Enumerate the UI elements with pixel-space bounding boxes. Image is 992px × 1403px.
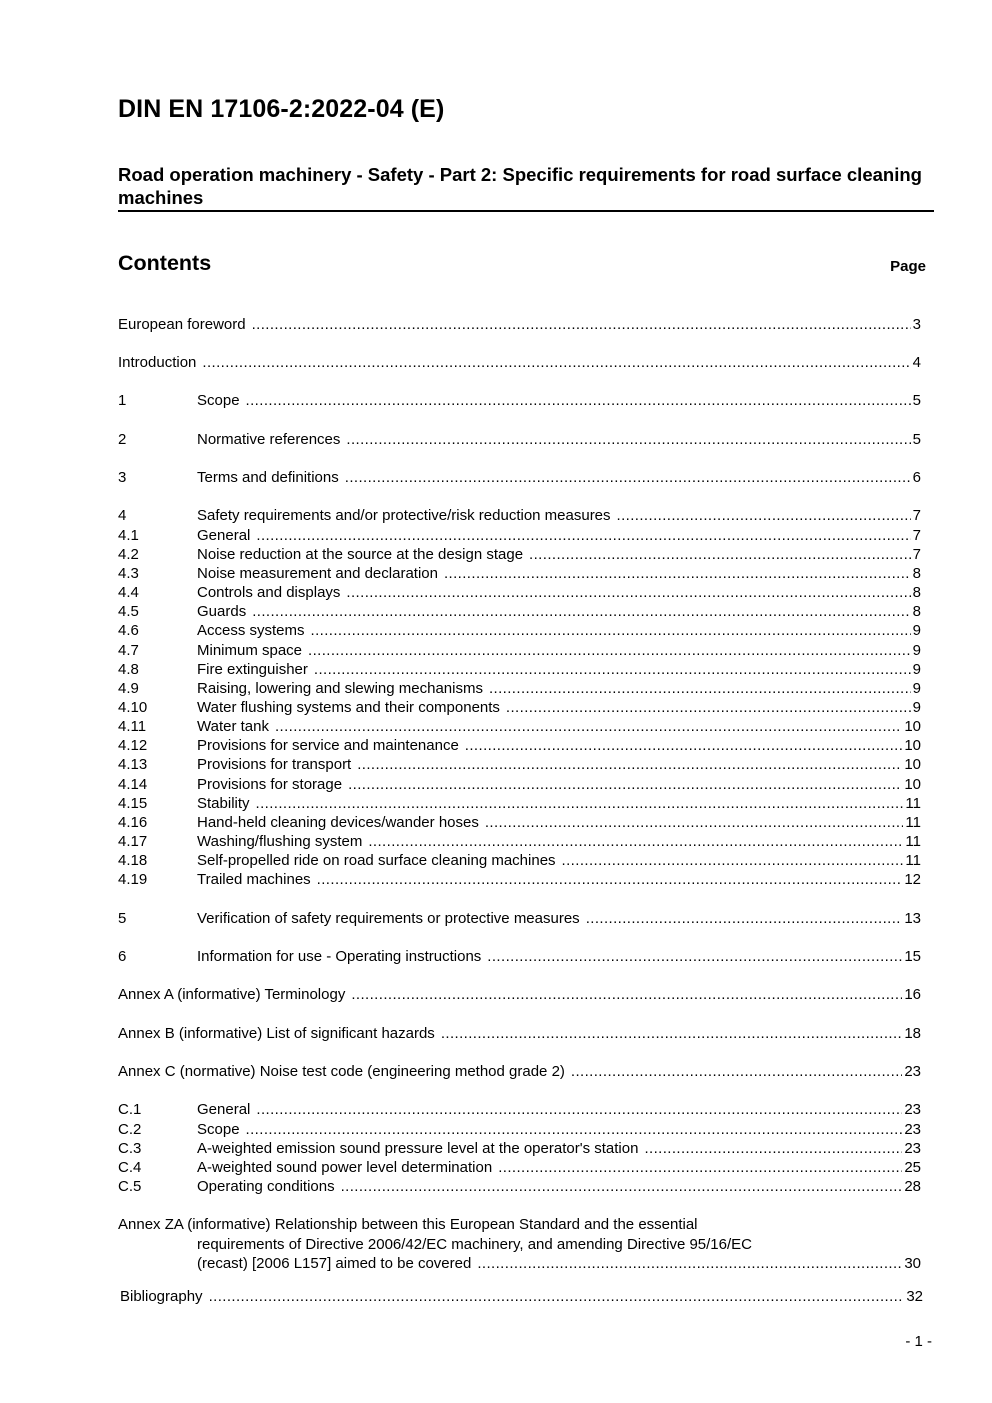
- toc-title: Fire extinguisher: [197, 661, 308, 678]
- toc-number: 4.15: [118, 795, 148, 812]
- document-id: DIN EN 17106-2:2022-04 (E): [118, 95, 445, 123]
- toc-page: 9: [912, 680, 921, 697]
- toc-title: Controls and displays: [197, 584, 341, 601]
- toc-page: 8: [912, 584, 921, 601]
- document-subtitle: Road operation machinery - Safety - Part 2: Specific requirements for road surface cleaning machines: [118, 164, 922, 208]
- toc-title: European foreword: [118, 316, 246, 333]
- toc-title: Minimum space: [197, 642, 303, 659]
- toc-title: Water tank: [197, 718, 269, 735]
- toc-title: Provisions for transport: [197, 756, 352, 773]
- toc-number: 4.1: [118, 527, 139, 544]
- toc-leader-dots: [311, 621, 911, 640]
- toc-title: Annex A (informative) Terminology: [118, 986, 346, 1003]
- toc-page: 8: [912, 603, 921, 620]
- toc-leader-dots: [202, 353, 910, 372]
- toc-number: 3: [118, 469, 127, 486]
- toc-title: Trailed machines: [197, 871, 311, 888]
- toc-title: Operating conditions: [197, 1178, 335, 1195]
- toc-entry[interactable]: [118, 832, 921, 851]
- toc-leader-dots: [368, 832, 903, 851]
- toc-title: Washing/flushing system: [197, 833, 363, 850]
- toc-leader-dots: [275, 717, 902, 736]
- toc-page: 6: [912, 469, 921, 486]
- toc-title: Safety requirements and/or protective/risk reduction measures: [197, 507, 611, 524]
- toc-page: 10: [904, 737, 921, 754]
- annex-za-line-3: [118, 1254, 921, 1273]
- toc-entry-bibliography[interactable]: [120, 1287, 923, 1306]
- toc-leader-dots: [485, 813, 904, 832]
- toc-entry[interactable]: [118, 660, 921, 679]
- toc-entry[interactable]: [118, 1100, 921, 1119]
- toc-entry[interactable]: [118, 851, 921, 870]
- toc-page: 10: [904, 756, 921, 773]
- toc-page: 25: [904, 1159, 921, 1176]
- toc-page: 16: [904, 986, 921, 1003]
- toc-title: Provisions for service and maintenance: [197, 737, 459, 754]
- toc-title: (recast) [2006 L157] aimed to be covered: [197, 1255, 472, 1272]
- toc-number: 4.11: [118, 718, 147, 735]
- toc-number: 4.8: [118, 661, 139, 678]
- toc-leader-dots: [498, 1158, 902, 1177]
- toc-number: 4.2: [118, 546, 139, 563]
- toc-number: 4.17: [118, 833, 148, 850]
- toc-page: 3: [912, 316, 921, 333]
- toc-entry[interactable]: [118, 1139, 921, 1158]
- toc-page: 9: [912, 622, 921, 639]
- annex-za-line-1: Annex ZA (informative) Relationship between this European Standard and the essential: [118, 1216, 698, 1233]
- toc-leader-dots: [586, 909, 903, 928]
- toc-number: 4.7: [118, 642, 139, 659]
- toc-entry[interactable]: [118, 430, 921, 449]
- toc-number: C.2: [118, 1121, 142, 1138]
- toc-entry[interactable]: [118, 526, 921, 545]
- toc-page: 32: [906, 1288, 923, 1305]
- toc-page: 13: [904, 910, 921, 927]
- toc-title: General: [197, 1101, 251, 1118]
- toc-page: 11: [905, 795, 921, 812]
- toc-leader-dots: [477, 1254, 902, 1273]
- toc-leader-dots: [351, 985, 902, 1004]
- toc-title: A-weighted sound power level determination: [197, 1159, 493, 1176]
- toc-page: 8: [912, 565, 921, 582]
- toc-page: 9: [912, 661, 921, 678]
- toc-page: 18: [904, 1025, 921, 1042]
- toc-entry[interactable]: [118, 870, 921, 889]
- toc-number: 1: [118, 392, 127, 409]
- toc-entry[interactable]: [118, 1062, 921, 1081]
- toc-leader-dots: [562, 851, 904, 870]
- toc-entry[interactable]: [118, 775, 921, 794]
- toc-page: 10: [904, 776, 921, 793]
- toc-entry[interactable]: [118, 621, 921, 640]
- toc-title: Annex C (normative) Noise test code (engineering method grade 2): [118, 1063, 565, 1080]
- title-divider: [118, 210, 934, 212]
- toc-title: Scope: [197, 1121, 240, 1138]
- toc-entry[interactable]: [118, 583, 921, 602]
- toc-page: 15: [904, 948, 921, 965]
- toc-page: 4: [912, 354, 921, 371]
- toc-entry[interactable]: [118, 391, 921, 410]
- toc-entry[interactable]: [118, 564, 921, 583]
- toc-page: 28: [904, 1178, 921, 1195]
- toc-title: A-weighted emission sound pressure level at the operator's station: [197, 1140, 639, 1157]
- toc-entry[interactable]: [118, 1120, 921, 1139]
- toc-leader-dots: [246, 1120, 903, 1139]
- toc-page: 23: [904, 1121, 921, 1138]
- toc-entry[interactable]: [118, 698, 921, 717]
- toc-title: Terms and definitions: [197, 469, 339, 486]
- toc-leader-dots: [341, 1177, 903, 1196]
- toc-number: 4.18: [118, 852, 148, 869]
- toc-entry[interactable]: [118, 736, 921, 755]
- toc-entry[interactable]: [118, 794, 921, 813]
- toc-page: 23: [904, 1063, 921, 1080]
- toc-leader-dots: [346, 430, 910, 449]
- toc-page: 11: [905, 833, 921, 850]
- toc-leader-dots: [644, 1139, 902, 1158]
- toc-leader-dots: [348, 775, 902, 794]
- toc-number: C.4: [118, 1159, 142, 1176]
- toc-leader-dots: [529, 545, 911, 564]
- page-column-heading: Page: [890, 258, 926, 275]
- toc-page: 10: [904, 718, 921, 735]
- toc-number: 4.14: [118, 776, 148, 793]
- toc-entry[interactable]: [118, 602, 921, 621]
- toc-leader-dots: [345, 468, 911, 487]
- toc-leader-dots: [571, 1062, 902, 1081]
- toc-number: C.5: [118, 1178, 142, 1195]
- toc-number: 4.19: [118, 871, 148, 888]
- toc-entry[interactable]: [118, 468, 921, 487]
- toc-title: Guards: [197, 603, 247, 620]
- toc-title: Provisions for storage: [197, 776, 343, 793]
- toc-leader-dots: [487, 947, 902, 966]
- toc-title: Bibliography: [120, 1288, 203, 1305]
- toc-page: 7: [912, 507, 921, 524]
- toc-page: 30: [904, 1255, 921, 1272]
- toc-number: 4: [118, 507, 127, 524]
- toc-entry[interactable]: [118, 506, 921, 525]
- toc-leader-dots: [357, 755, 902, 774]
- toc-number: C.3: [118, 1140, 142, 1157]
- toc-page: 12: [904, 871, 921, 888]
- toc-title: Stability: [197, 795, 250, 812]
- toc-entry[interactable]: [118, 1177, 921, 1196]
- toc-leader-dots: [308, 641, 911, 660]
- toc-number: 4.4: [118, 584, 139, 601]
- toc-page: 7: [912, 546, 921, 563]
- toc-entry[interactable]: [118, 947, 921, 966]
- toc-leader-dots: [209, 1287, 905, 1306]
- toc-page: 9: [912, 699, 921, 716]
- toc-leader-dots: [317, 870, 903, 889]
- toc-title: Raising, lowering and slewing mechanisms: [197, 680, 483, 697]
- toc-entry[interactable]: [118, 717, 921, 736]
- toc-page: 7: [912, 527, 921, 544]
- toc-page: 23: [904, 1140, 921, 1157]
- toc-leader-dots: [465, 736, 903, 755]
- toc-page: 5: [912, 392, 921, 409]
- toc-title: Hand-held cleaning devices/wander hoses: [197, 814, 479, 831]
- toc-title: Normative references: [197, 431, 341, 448]
- toc-number: 4.12: [118, 737, 148, 754]
- contents-heading: Contents: [118, 251, 212, 275]
- toc-number: 4.10: [118, 699, 148, 716]
- toc-entry-annex-za[interactable]: [118, 1215, 921, 1273]
- toc-leader-dots: [506, 698, 911, 717]
- toc-leader-dots: [252, 315, 911, 334]
- toc-leader-dots: [444, 564, 911, 583]
- toc-number: C.1: [118, 1101, 142, 1118]
- toc-leader-dots: [346, 583, 910, 602]
- toc-title: Noise measurement and declaration: [197, 565, 438, 582]
- toc-title: Introduction: [118, 354, 197, 371]
- toc-number: 4.13: [118, 756, 148, 773]
- toc-leader-dots: [617, 506, 911, 525]
- toc-leader-dots: [256, 1100, 902, 1119]
- toc-title: Scope: [197, 392, 240, 409]
- toc-number: 4.16: [118, 814, 148, 831]
- toc-entry[interactable]: [118, 353, 921, 372]
- toc-number: 4.5: [118, 603, 139, 620]
- toc-title: Access systems: [197, 622, 305, 639]
- toc-leader-dots: [489, 679, 911, 698]
- toc-page: 23: [904, 1101, 921, 1118]
- toc-leader-dots: [314, 660, 911, 679]
- page-number: - 1 -: [905, 1333, 932, 1350]
- toc-entry[interactable]: [118, 813, 921, 832]
- toc-title: General: [197, 527, 251, 544]
- toc-leader-dots: [246, 391, 911, 410]
- toc-title: Water flushing systems and their components: [197, 699, 500, 716]
- toc-title: Self-propelled ride on road surface cleaning machines: [197, 852, 556, 869]
- toc-number: 6: [118, 948, 127, 965]
- toc-title: Annex B (informative) List of significant hazards: [118, 1025, 435, 1042]
- toc-leader-dots: [256, 526, 910, 545]
- toc-page: 5: [912, 431, 921, 448]
- toc-number: 4.9: [118, 680, 139, 697]
- toc-entry[interactable]: [118, 985, 921, 1004]
- annex-za-line-2: requirements of Directive 2006/42/EC machinery, and amending Directive 95/16/EC: [197, 1235, 752, 1253]
- toc-title: Noise reduction at the source at the design stage: [197, 546, 524, 563]
- toc-entry[interactable]: [118, 909, 921, 928]
- toc-number: 4.3: [118, 565, 139, 582]
- toc-entry[interactable]: [118, 755, 921, 774]
- toc-entry[interactable]: [118, 1158, 921, 1177]
- toc-entry[interactable]: [118, 641, 921, 660]
- toc-entry[interactable]: [118, 679, 921, 698]
- toc-leader-dots: [252, 602, 910, 621]
- toc-title: Information for use - Operating instructions: [197, 948, 482, 965]
- toc-number: 5: [118, 910, 127, 927]
- toc-page: 9: [912, 642, 921, 659]
- toc-entry[interactable]: [118, 315, 921, 334]
- toc-leader-dots: [441, 1024, 903, 1043]
- toc-leader-dots: [256, 794, 904, 813]
- toc-number: 2: [118, 431, 127, 448]
- toc-page: 11: [905, 814, 921, 831]
- toc-title: Verification of safety requirements or protective measures: [197, 910, 580, 927]
- toc-entry[interactable]: [118, 1024, 921, 1043]
- toc-entry[interactable]: [118, 545, 921, 564]
- toc-page: 11: [905, 852, 921, 869]
- toc-number: 4.6: [118, 622, 139, 639]
